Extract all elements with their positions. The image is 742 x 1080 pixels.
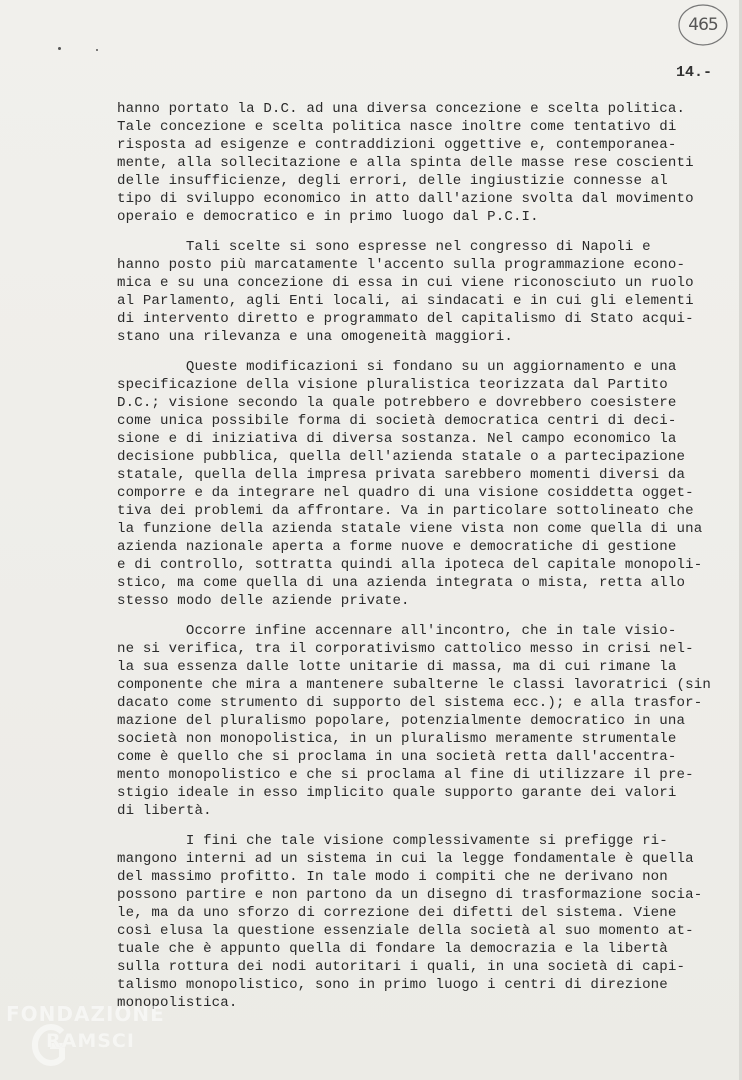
text-line: società non monopolistica, in un pluralismo meramente strumentale: [117, 731, 677, 747]
text-line: così elusa la questione essenziale della società al suo momento at-: [117, 923, 694, 939]
text-line: dacato come strumento di supporto del sistema ecc.); e alla trasfor-: [117, 695, 703, 711]
text-line: D.C.; visione secondo la quale potrebbero e dovrebbero coesistere: [117, 395, 677, 411]
text-line: mica e su una concezione di essa in cui viene riconosciuto un ruolo: [117, 275, 694, 291]
text-line: I fini che tale visione complessivamente si prefigge ri-: [117, 833, 668, 849]
text-line: come è quello che si proclama in una società retta dall'accentra-: [117, 749, 677, 765]
text-line: delle insufficienze, degli errori, delle ingiustizie connesse al: [117, 173, 668, 189]
fondazione-gramsci-watermark: [6, 1000, 206, 1070]
text-line: stesso modo delle aziende private.: [117, 593, 410, 609]
archive-folio-stamp: [676, 2, 730, 48]
paragraph: [117, 238, 717, 346]
text-line: come unica possibile forma di società democratica centri di deci-: [117, 413, 677, 429]
text-line: tipo di sviluppo economico in atto dall'azione svolta dal movimento: [117, 191, 694, 207]
text-line: di libertà.: [117, 803, 212, 819]
text-line: stano una rilevanza e una omogeneità maggiori.: [117, 329, 513, 345]
text-line: Queste modificazioni si fondano su un aggiornamento e una: [117, 359, 677, 375]
text-line: possono partire e non partono da un disegno di trasformazione socia-: [117, 887, 703, 903]
text-line: azienda nazionale aperta a forme nuove e democratiche di gestione: [117, 539, 677, 555]
text-line: Tale concezione e scelta politica nasce inoltre come tentativo di: [117, 119, 677, 135]
text-line: componente che mira a mantenere subalterne le classi lavoratrici (sin: [117, 677, 711, 693]
text-line: operaio e democratico e in primo luogo dal P.C.I.: [117, 209, 539, 225]
paragraph: [117, 358, 717, 610]
text-line: la funzione della azienda statale viene vista non come quella di una: [117, 521, 703, 537]
text-line: Occorre infine accennare all'incontro, che in tale visio-: [117, 623, 677, 639]
text-line: decisione pubblica, quella dell'azienda statale o a partecipazione: [117, 449, 686, 465]
text-line: mangono interni ad un sistema in cui la legge fondamentale è quella: [117, 851, 694, 867]
paragraph: [117, 832, 717, 1012]
text-line: mento monopolistico e che si proclama al fine di utilizzare il pre-: [117, 767, 694, 783]
typewritten-body: [117, 100, 717, 1024]
text-line: comporre e da integrare nel quadro di una visione cosiddetta ogget-: [117, 485, 694, 501]
text-line: mente, alla sollecitazione e alla spinta delle masse rese coscienti: [117, 155, 694, 171]
text-line: ne si verifica, tra il corporativismo cattolico messo in crisi nel-: [117, 641, 694, 657]
folio-number: 465: [688, 15, 718, 35]
scan-speck: [58, 47, 61, 50]
text-line: mazione del pluralismo popolare, potenzialmente democratico in una: [117, 713, 686, 729]
text-line: talismo monopolistico, sono in primo luogo i centri di direzione: [117, 977, 668, 993]
text-line: al Parlamento, agli Enti locali, ai sindacati e in cui gli elementi: [117, 293, 694, 309]
text-line: e di controllo, sottratta quindi alla ipoteca del capitale monopoli-: [117, 557, 703, 573]
text-line: Tali scelte si sono espresse nel congresso di Napoli e: [117, 239, 651, 255]
text-line: di intervento diretto e programmato del capitalismo di Stato acqui-: [117, 311, 694, 327]
text-line: sulla rottura dei nodi autoritari i quali, in una società di capi-: [117, 959, 686, 975]
text-line: stigio ideale in esso implicito quale supporto garante dei valori: [117, 785, 677, 801]
watermark-line-1: FONDAZIONE: [6, 1002, 165, 1026]
text-line: del massimo profitto. In tale modo i compiti che ne derivano non: [117, 869, 668, 885]
paragraph: [117, 100, 717, 226]
text-line: specificazione della visione pluralistica teorizzata dal Partito: [117, 377, 668, 393]
text-line: tuale che è appunto quella di fondare la democrazia e la libertà: [117, 941, 668, 957]
text-line: monopolistica.: [117, 995, 238, 1011]
watermark-line-2: RAMSCI: [46, 1030, 135, 1052]
text-line: hanno posto più marcatamente l'accento sulla programmazione econo-: [117, 257, 686, 273]
text-line: tiva dei problemi da affrontare. Va in particolare sottolineato che: [117, 503, 694, 519]
text-line: hanno portato la D.C. ad una diversa concezione e scelta politica.: [117, 101, 686, 117]
text-line: stico, ma come quella di una azienda integrata o mista, retta allo: [117, 575, 686, 591]
text-line: le, ma da uno sforzo di correzione dei difetti del sistema. Viene: [117, 905, 677, 921]
paragraph: [117, 622, 717, 820]
text-line: la sua essenza dalle lotte unitarie di massa, ma di cui rimane la: [117, 659, 677, 675]
text-line: risposta ad esigenze e contraddizioni oggettive e, contemporanea-: [117, 137, 677, 153]
text-line: sione e di iniziativa di diversa sostanza. Nel campo economico la: [117, 431, 677, 447]
scan-speck: [96, 49, 98, 51]
text-line: statale, quella della impresa privata sarebbero momenti diversi da: [117, 467, 686, 483]
page-number: 14.-: [676, 64, 713, 81]
